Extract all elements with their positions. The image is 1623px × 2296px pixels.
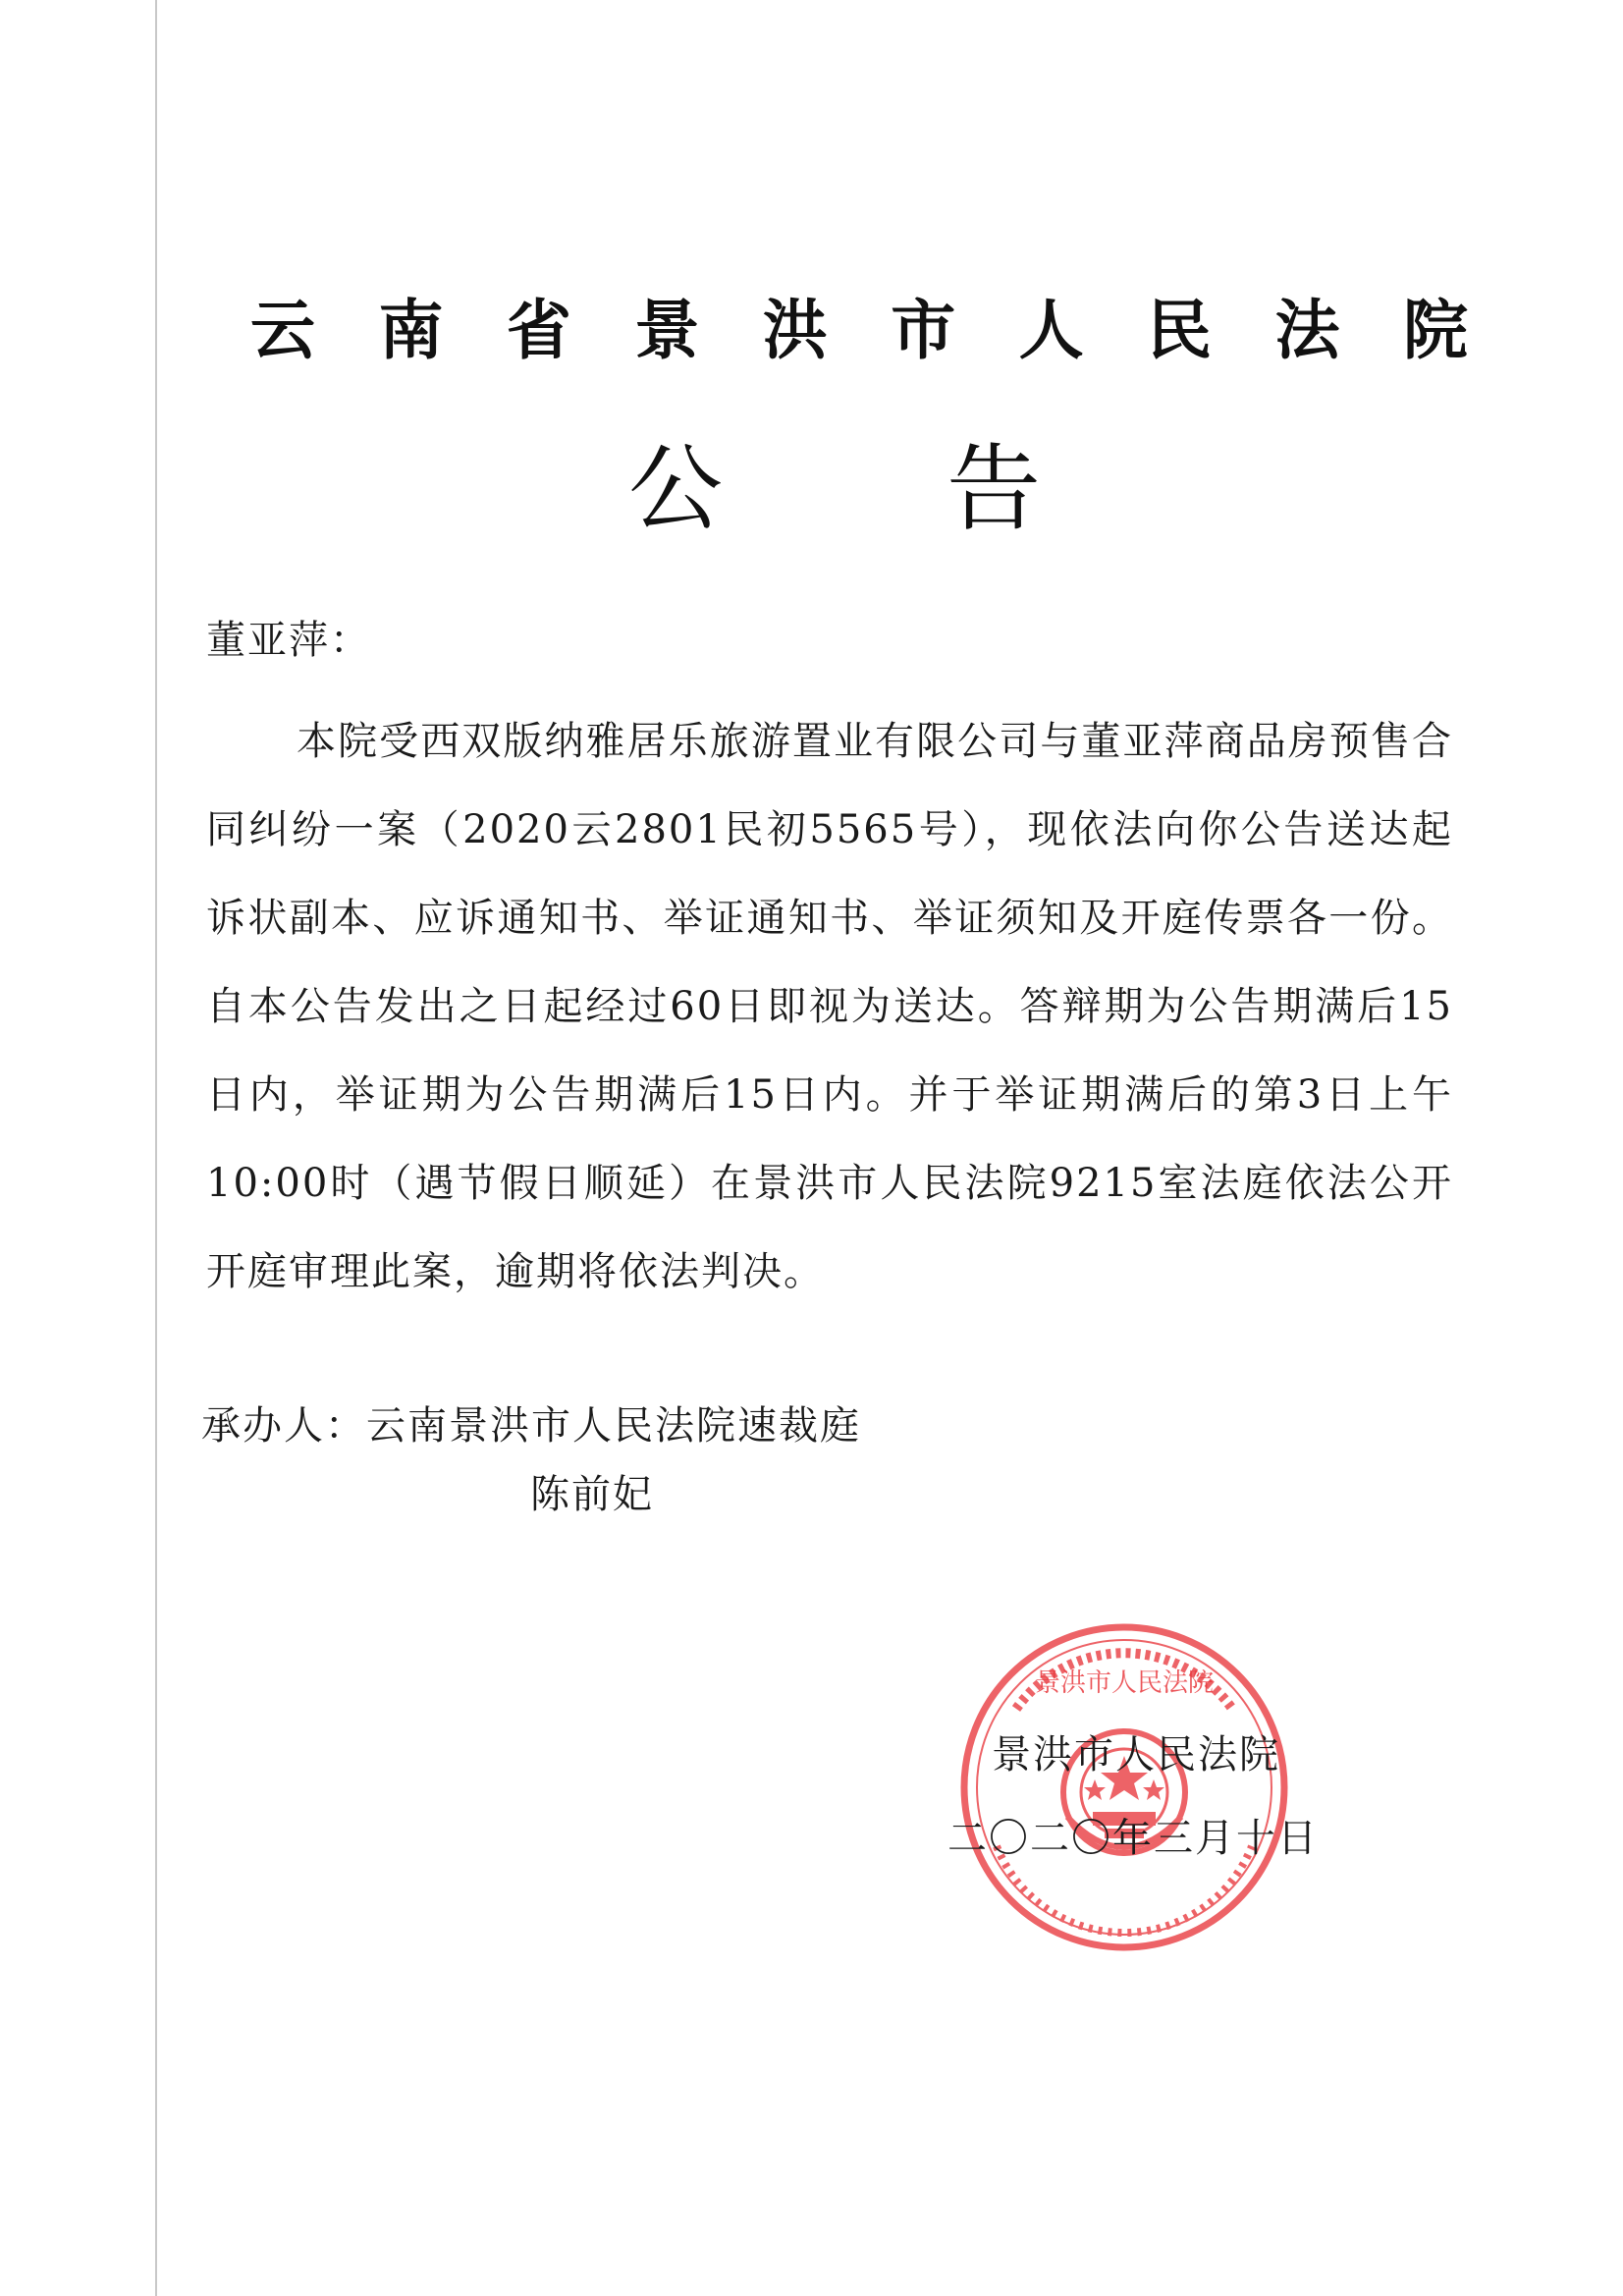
court-title (250, 280, 1468, 368)
star-icon (1143, 1779, 1164, 1800)
notice-body: 本院受西双版纳雅居乐旅游置业有限公司与董亚萍商品房预售合同纠纷一案（2020云2801民初5565号），现依法向你公告送达起诉状副本、应诉通知书、举证通知书、举证须知及开庭传票各一份。自本公告发出之日起经过60日即视为送达。答辩期为公告期满后15日内，举证期为公告期满后15日内。并于举证期满后的第3日上午10:00时（遇节假日顺延）在景洪市人民法院9215室法庭依法公开开庭审理此案，逾期将依法判决。 (206, 719, 1453, 1294)
scan-edge-line (155, 0, 157, 2296)
court-title-char: 云 (250, 292, 315, 368)
court-title-char: 市 (891, 292, 956, 368)
court-title-char: 民 (1147, 292, 1213, 368)
addressee: 董亚萍： (206, 618, 371, 663)
court-title-char: 南 (378, 292, 444, 368)
court-title-char: 院 (1402, 292, 1468, 368)
star-icon (1084, 1779, 1106, 1800)
handler-label: 承办人：云南景洪市人民法院速裁庭 (201, 1403, 861, 1449)
court-title-char: 景 (634, 292, 700, 368)
handler-name: 陈前妃 (530, 1472, 654, 1517)
court-title-char: 法 (1274, 292, 1340, 368)
notice-title (628, 422, 1041, 544)
notice-title-char: 公 (628, 433, 723, 544)
seal-inscription: 景洪市人民法院 (1034, 1668, 1215, 1698)
court-title-char: 人 (1018, 292, 1084, 368)
court-title-char: 省 (506, 292, 571, 368)
sign-date: 二〇二〇年三月十日 (947, 1816, 1319, 1861)
signatory: 景洪市人民法院 (992, 1732, 1280, 1777)
court-seal (957, 1620, 1291, 1954)
notice-title-char: 告 (947, 433, 1041, 544)
court-title-char: 洪 (762, 292, 828, 368)
